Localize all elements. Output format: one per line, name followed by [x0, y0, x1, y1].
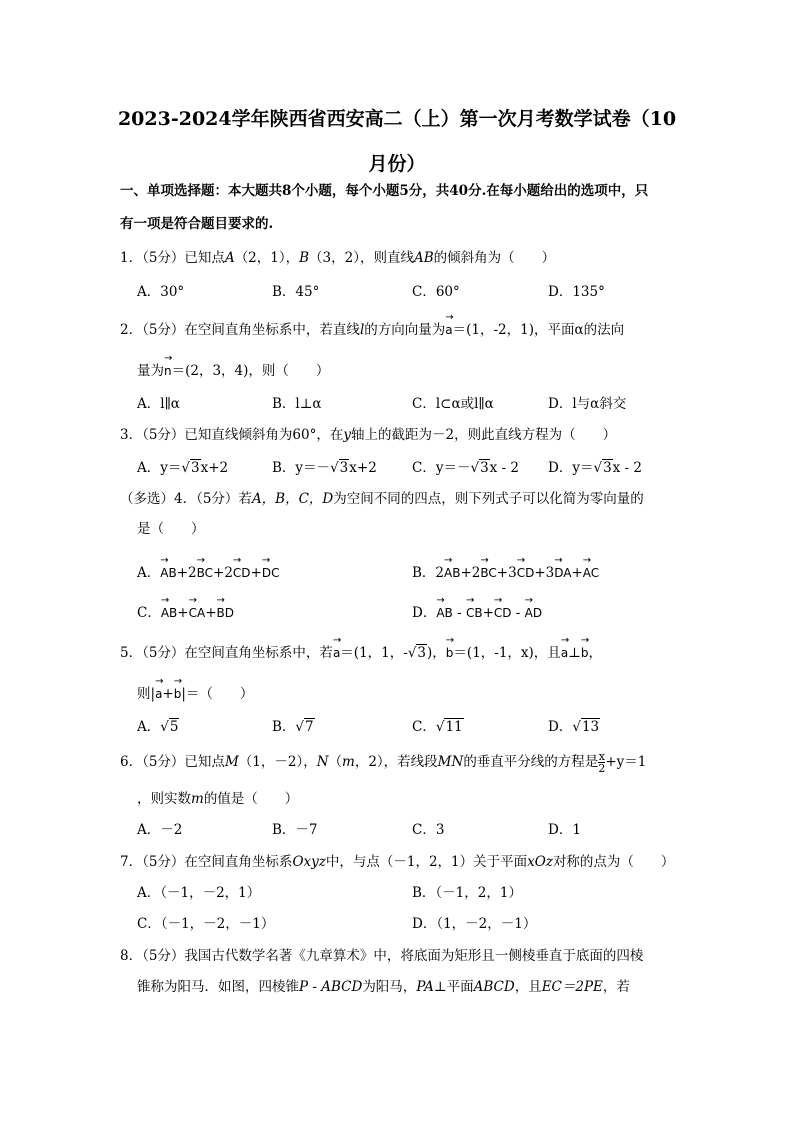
q5-option-d: D．√13 — [548, 719, 600, 735]
text-fragment: → a — [561, 639, 568, 663]
question-4-line1 — [120, 489, 644, 509]
q3-text: 轴上的截距为－2，则此直线方程为（ ） — [351, 427, 617, 443]
question-6-line1 — [120, 751, 646, 774]
text-fragment: m — [342, 754, 355, 770]
q1-text: 1．（5分）已知点 — [120, 250, 225, 266]
q4-option-c — [137, 599, 234, 623]
text-fragment: 3 — [603, 460, 612, 476]
text-fragment: 13 — [581, 719, 600, 735]
question-8-line1: 8．（5分）我国古代数学名著《九章算术》中，将底面为矩形且一侧棱垂直于底面的四棱 — [120, 948, 644, 964]
text-fragment: x - 2 — [489, 460, 520, 476]
text-fragment: x - 2 — [612, 460, 643, 476]
text-fragment: x — [598, 750, 605, 763]
q6-option-d: D．1 — [548, 822, 581, 838]
q4-option-b — [412, 559, 599, 583]
line-ab: AB — [413, 250, 434, 266]
text-fragment: PA — [416, 979, 434, 995]
text-fragment: 6．（5分）已知点 — [120, 754, 225, 770]
q2-option-a: A．l∥α — [137, 396, 180, 412]
text-fragment: - — [452, 605, 466, 621]
text-fragment: → AB — [160, 559, 176, 583]
q1-option-b: B．45° — [272, 284, 320, 300]
text-fragment: → BC — [480, 559, 496, 583]
q2-text: 2．（5分）在空间直角坐标系中，若直线 — [120, 322, 360, 338]
text-fragment: D． — [412, 605, 437, 621]
point-a: A — [224, 250, 235, 266]
text-fragment: 7 — [305, 719, 314, 735]
text-fragment: → CB — [466, 599, 483, 623]
q4-option-d — [412, 599, 542, 623]
text-fragment: M — [224, 754, 239, 770]
text-fragment: xOz — [527, 854, 553, 870]
text-fragment: A．y＝ — [137, 460, 182, 476]
y-axis: y — [343, 427, 351, 443]
text-fragment: + — [205, 605, 217, 621]
text-fragment: +2 — [213, 565, 233, 581]
text-fragment: （1，－2）， — [238, 754, 317, 770]
vector-n: → n — [164, 357, 172, 381]
question-5-line1: 5．（5分）在空间直角坐标系中，若→ a＝(1，1，-√3)，→ b＝(1，-1，x)，且→ a⊥→ b， — [120, 639, 602, 663]
text-fragment: A． — [137, 719, 161, 735]
text-fragment: ，且 — [514, 979, 542, 995]
text-fragment: → BD — [217, 599, 234, 623]
q6-option-a: A．－2 — [137, 822, 183, 838]
text-fragment: 的垂直平分线的方程是 — [463, 754, 599, 770]
text-fragment: B． — [272, 719, 296, 735]
text-fragment: D．y＝ — [548, 460, 594, 476]
text-fragment: 11 — [445, 719, 463, 735]
q4-text: 为空间不同的四点，则下列式子可以化简为零向量的 — [333, 491, 644, 507]
q3-option-a: A．y＝√3x+2 — [137, 460, 229, 476]
text-fragment: +3 — [534, 565, 555, 581]
text-fragment: → AC — [583, 559, 599, 583]
q5-option-c: C．√11 — [412, 719, 463, 735]
text-fragment: 为阳马， — [362, 979, 417, 995]
q3-option-b: B．y＝－√3x+2 — [272, 460, 377, 476]
text-fragment: + — [482, 605, 494, 621]
question-5-line2 — [137, 680, 253, 704]
text-fragment: 7．（5分）在空间直角坐标系 — [120, 854, 293, 870]
q1-text: （3，2），则直线 — [309, 250, 414, 266]
text-fragment: D． — [548, 719, 573, 735]
point-b: B — [299, 250, 310, 266]
q4-text: （多选）4．（5分）若 — [120, 491, 252, 507]
text-fragment: → DC — [262, 559, 280, 583]
text-fragment: 3 — [417, 645, 427, 661]
question-6-line2 — [137, 789, 298, 809]
text-fragment: ＝(1，1，- — [340, 645, 408, 661]
q2-option-d: D．l与α斜交 — [548, 396, 627, 412]
text-fragment: )， — [427, 645, 446, 661]
text-fragment: C． — [137, 605, 161, 621]
text-fragment: ABCD — [473, 979, 515, 995]
q6-option-c: C．3 — [412, 822, 445, 838]
q1-option-a: A．30° — [137, 284, 185, 300]
text-fragment: → CD — [233, 559, 251, 583]
text-fragment: 中，与点（－1，2，1）关于平面 — [325, 854, 528, 870]
text-fragment: → CD — [517, 559, 535, 583]
q2-option-b: B．l⊥α — [272, 396, 322, 412]
text-fragment: 3 — [480, 460, 489, 476]
text-fragment: → AD — [525, 599, 542, 623]
text-fragment: C． — [412, 719, 436, 735]
text-fragment: ＝(1，-1，x)，且 — [453, 645, 561, 661]
text-fragment: （ — [328, 754, 343, 770]
question-8-line2 — [137, 977, 630, 997]
section-heading-line1: 一、单项选择题：本大题共8个小题，每个小题5分，共40分.在每小题给出的选项中，只 — [120, 183, 649, 199]
question-2-line2 — [137, 357, 329, 381]
q7-option-d: D．（1，－2，－1） — [412, 916, 537, 932]
vector-b: → b — [446, 639, 454, 663]
q1-option-c: C．60° — [412, 284, 460, 300]
text-fragment: ⊥平面 — [433, 979, 474, 995]
text-fragment: 的值是（ ） — [203, 791, 299, 807]
text-fragment: A． — [137, 565, 161, 581]
text-fragment: → b — [174, 680, 182, 704]
text-fragment: +2 — [460, 565, 481, 581]
text-fragment: 5 — [169, 719, 179, 735]
text-fragment: x+2 — [200, 460, 229, 476]
q5-option-a: A．√5 — [137, 719, 179, 735]
text-fragment: → BC — [197, 559, 213, 583]
text-fragment: N — [316, 754, 329, 770]
exam-title-line1: 2023-2024学年陕西省西安高二（上）第一次月考数学试卷（10 — [117, 108, 677, 130]
text-fragment: → CD — [494, 599, 512, 623]
exam-title-line2: 月份） — [368, 153, 426, 175]
text-fragment: 则| — [137, 686, 156, 702]
text-fragment: Oxyz — [292, 854, 326, 870]
text-fragment: ，则实数 — [137, 791, 191, 807]
text-fragment: C．y＝－ — [412, 460, 471, 476]
text-fragment: → DA — [554, 559, 571, 583]
text-fragment: → a — [155, 680, 162, 704]
text-fragment: 3 — [339, 460, 349, 476]
text-fragment: +3 — [496, 565, 517, 581]
text-fragment: MN — [437, 754, 464, 770]
q6-option-b: B．－7 — [272, 822, 318, 838]
text-fragment: EC＝2PE — [541, 979, 603, 995]
q7-option-c: C．（－1，－2，－1） — [137, 916, 275, 932]
text-fragment: + — [250, 565, 262, 581]
q7-option-b: B．（－1，2，1） — [412, 885, 522, 901]
text-fragment: 2 — [598, 762, 606, 775]
text-fragment: +2 — [176, 565, 197, 581]
q7-option-a: A．（－1，－2，1） — [137, 885, 261, 901]
q2-text: ＝(2，3，4)，则（ ） — [171, 363, 330, 379]
question-7 — [120, 852, 674, 872]
text-fragment: ⊥ — [568, 645, 581, 661]
text-fragment: x+2 — [349, 460, 377, 476]
text-fragment: + — [571, 565, 583, 581]
q2-text: 量为 — [137, 363, 164, 379]
line-l: l — [359, 322, 365, 338]
q3-option-c: C．y＝－√3x - 2 — [412, 460, 520, 476]
text-fragment: + — [162, 686, 174, 702]
text-fragment: → AB — [436, 599, 452, 623]
q2-text: 的方向向量为 — [364, 322, 446, 338]
points-abcd: A，B，C，D — [251, 491, 334, 507]
text-fragment: B．y＝－ — [272, 460, 331, 476]
question-4-line2: 是（ ） — [137, 521, 205, 537]
q5-option-b: B．√7 — [272, 719, 314, 735]
text-fragment: m — [191, 791, 204, 807]
q1-text: 的倾斜角为（ ） — [433, 250, 556, 266]
q1-option-d: D．135° — [548, 284, 605, 300]
q3-option-d: D．y＝√3x - 2 — [548, 460, 643, 476]
question-3 — [120, 425, 616, 445]
question-1 — [120, 248, 555, 268]
q1-text: （2，1）， — [234, 250, 300, 266]
text-fragment: → CA — [189, 599, 206, 623]
text-fragment: → AB — [444, 559, 460, 583]
text-fragment: 锥称为阳马．如图，四棱锥 — [137, 979, 299, 995]
text-fragment: 5．（5分）在空间直角坐标系中，若 — [120, 645, 333, 661]
q2-text: ＝(1，-2，1)，平面α的法向 — [452, 322, 625, 338]
section-heading-line2: 有一项是符合题目要求的. — [120, 216, 274, 232]
text-fragment: → AB — [161, 599, 177, 623]
text-fragment: 对称的点为（ ） — [552, 854, 675, 870]
vector-a: → a — [333, 639, 340, 663]
text-fragment: +y＝1 — [605, 754, 647, 770]
text-fragment: |＝（ ） — [181, 686, 254, 702]
vector-a: → a — [445, 316, 452, 340]
text-fragment: ， — [588, 645, 602, 661]
text-fragment: 3 — [191, 460, 200, 476]
q2-option-c: C．l⊂α或l∥α — [412, 396, 494, 412]
text-fragment: P - ABCD — [299, 979, 363, 995]
text-fragment: ，2），若线段 — [354, 754, 438, 770]
text-fragment: B．2 — [412, 565, 445, 581]
text-fragment: - — [511, 605, 525, 621]
text-fragment: → b — [581, 639, 589, 663]
q3-text: 3．（5分）已知直线倾斜角为60°，在 — [120, 427, 344, 443]
q4-option-a — [137, 559, 279, 583]
text-fragment: ，若 — [602, 979, 630, 995]
question-2-line1 — [120, 316, 624, 340]
text-fragment: + — [177, 605, 189, 621]
